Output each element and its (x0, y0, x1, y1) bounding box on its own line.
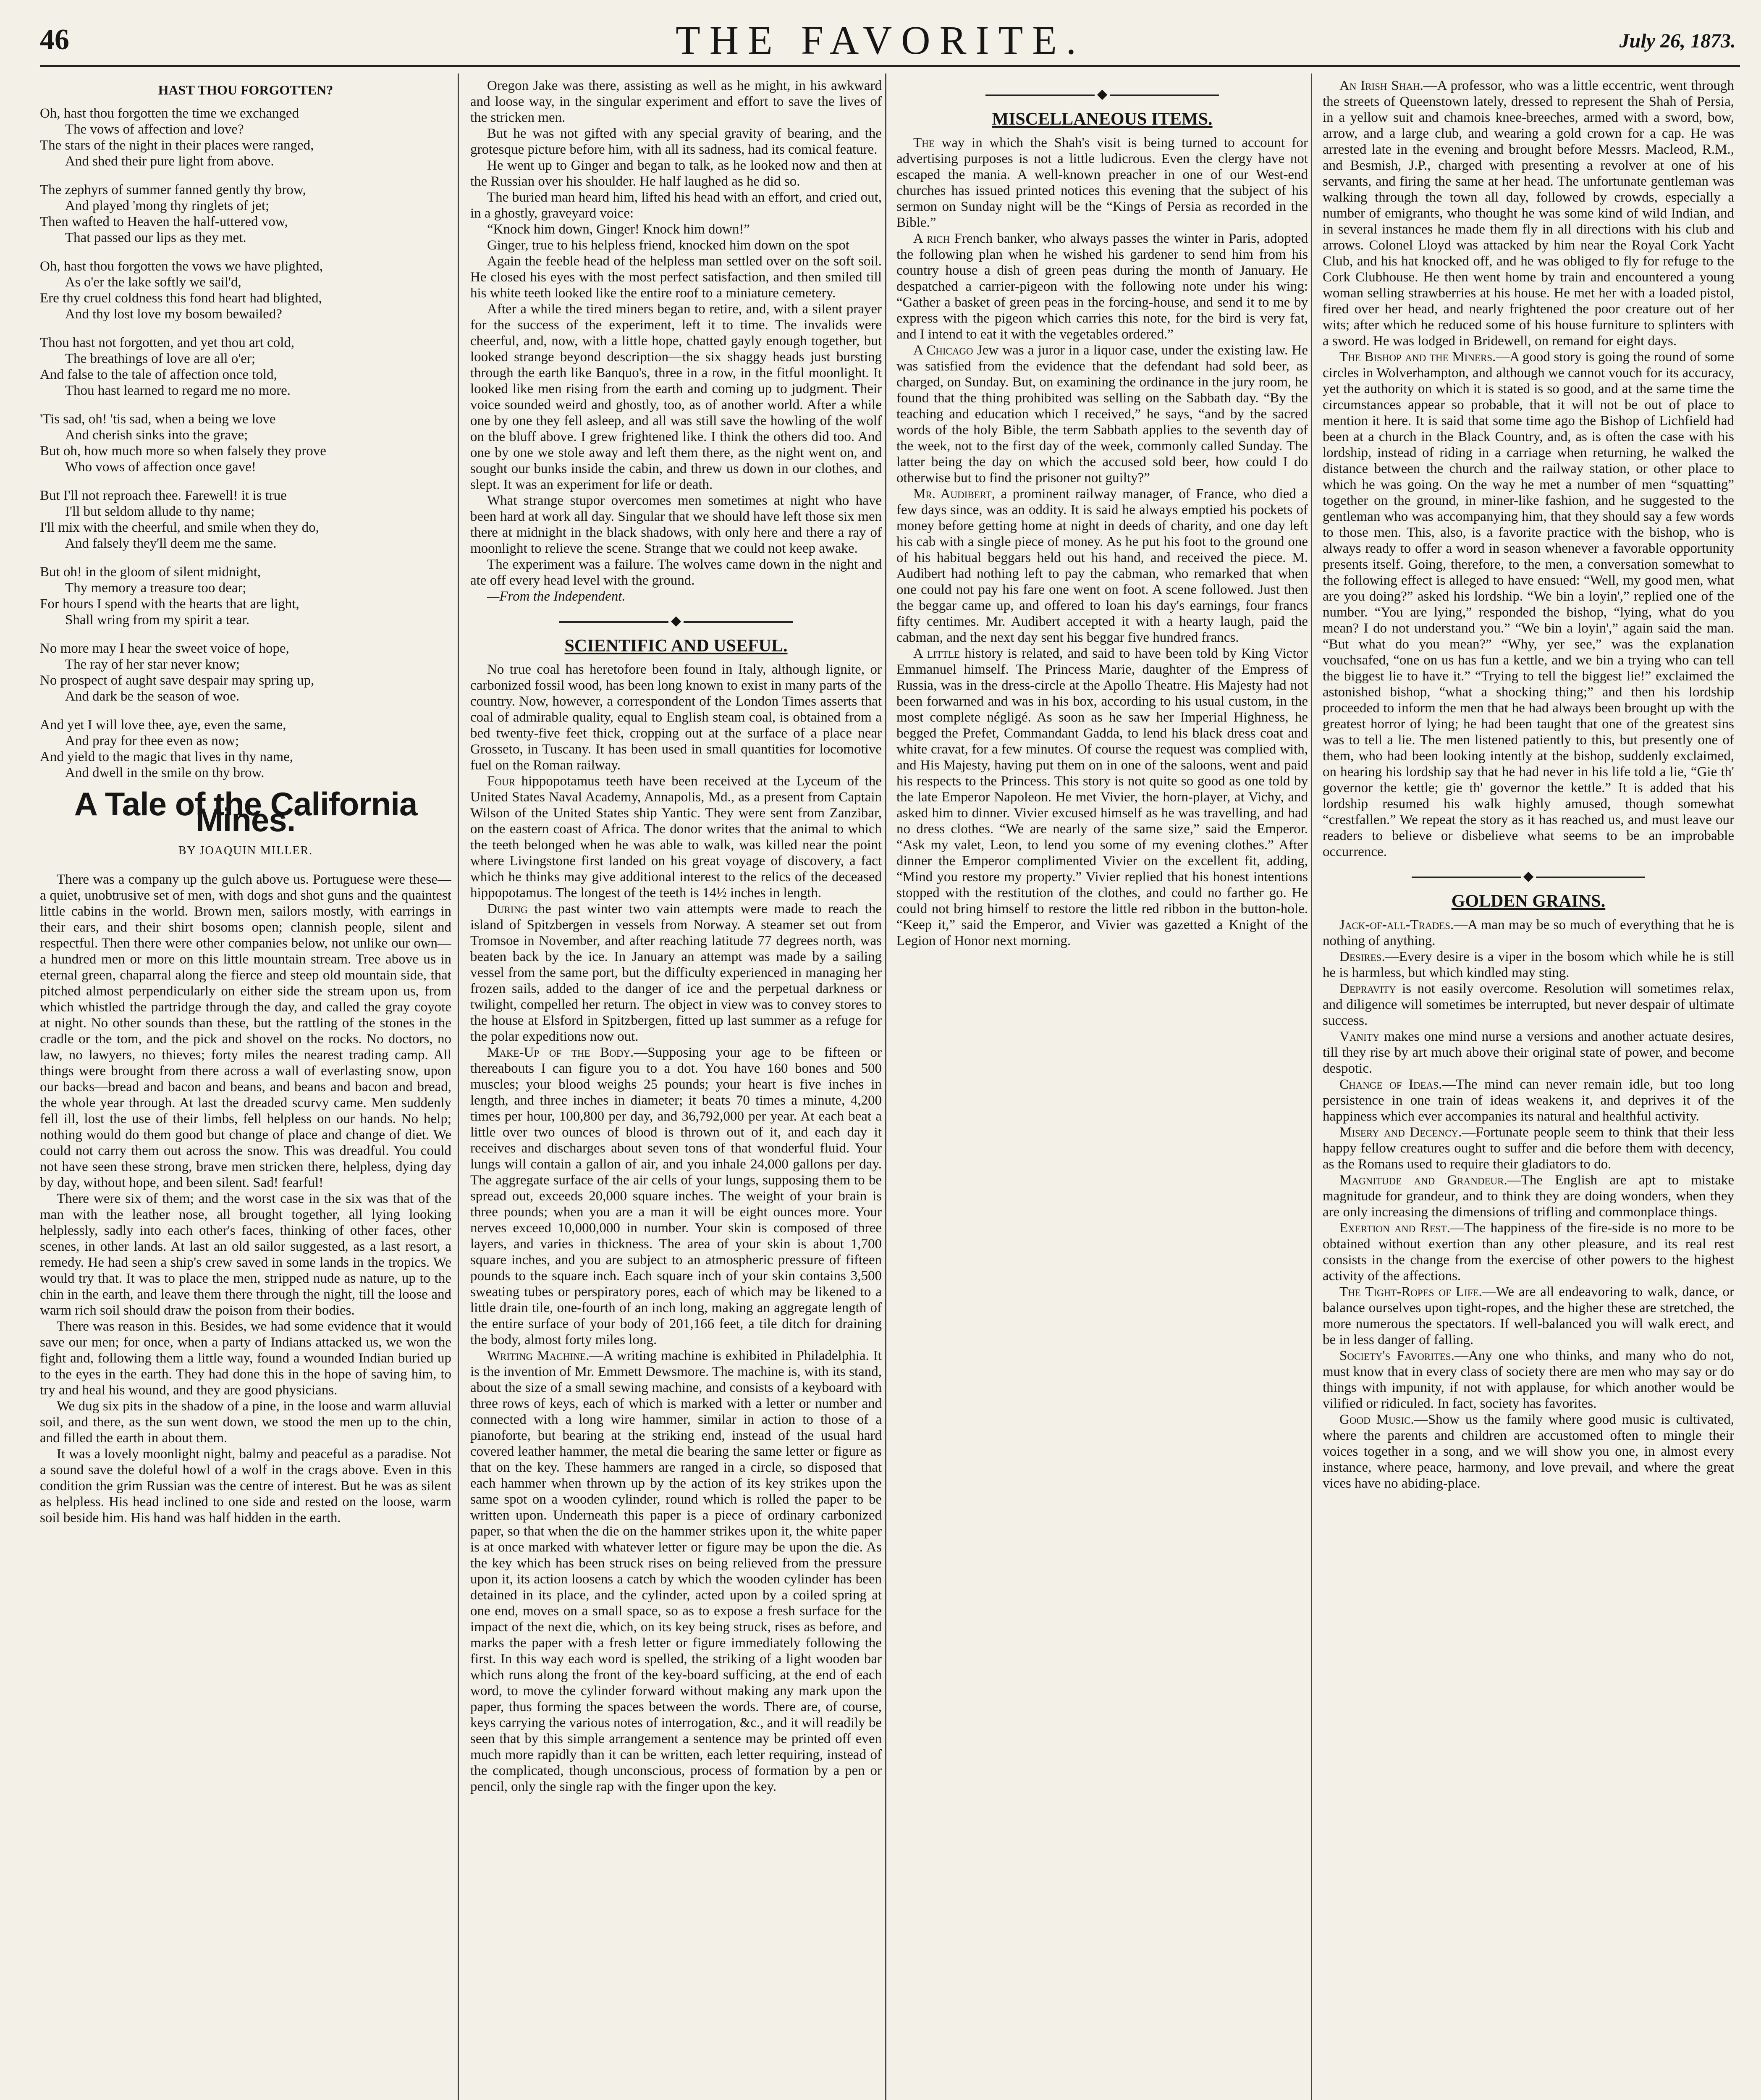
misc-paragraph (896, 342, 1308, 486)
grains-text: —The happiness of the fire-side is no more to be obtained without exertion than any other pleasure, and its real rest consists in the change from the exercise of other powers to the highest activity of the affections. (1323, 1221, 1734, 1284)
poem-line: And yet I will love thee, aye, even the same, (40, 717, 286, 732)
poem-line: Shall wring from my spirit a tear. (65, 612, 250, 627)
misc-paragraph (896, 646, 1308, 949)
poem-line: And pray for thee even as now; (65, 733, 239, 748)
poem-line: The breathings of love are all o'er; (65, 351, 256, 366)
scientific-paragraph (470, 1348, 882, 1795)
scientific-items (470, 662, 882, 1795)
grains-lead: Exertion and Rest. (1339, 1221, 1450, 1236)
grains-paragraph (1323, 1220, 1734, 1284)
tale-paragraph: Ginger, true to his helpless friend, knocked him down on the spot (487, 238, 849, 253)
grains-paragraph (1323, 917, 1734, 949)
tale-paragraph: Oregon Jake was there, assisting as well as he might, in his awkward and loose way, in the singular experiment and effort to save the lives of the stricken men. (470, 78, 882, 125)
tale-paragraph: There were six of them; and the worst case in the six was that of the man with the leather nose, all brought together, all lying looking helplessly, sadly into each other's faces, thinking of other faces, other scenes, in other lands. At last an old sailor suggested, as a last resort, a remedy. He had seen a ship's crew saved in some lands in the tropics. We would try that. It was to place the men, stripped nude as nature, up to the chin in the earth, and leave them there through the night, till the loose and warm rich soil should draw the poison from their bodies. (40, 1191, 451, 1318)
scientific-lead: During (487, 901, 528, 916)
poem-line: No more may I hear the sweet voice of hope, (40, 641, 289, 656)
misc-lead: A Chicago (913, 343, 973, 358)
poem-line: But oh, how much more so when falsely they prove (40, 444, 326, 459)
poem-line: And thy lost love my bosom bewailed? (65, 307, 282, 322)
misc-text: Jew was a juror in a liquor case, under the existing law. He was satisfied from the evidence that the defendant had sold beer, as charged, on Sunday. But, on examining the ordinance in the jury room, he found that the thing prohibited was selling on the Sabbath day. “By the teaching and education which I received,” he says, “and by the sacred words of the holy Bible, the term Sabbath applies to the seventh day of the week, not to the first day of the week, commonly called Sunday. The latter being the day on which the accused sold beer, how could I do otherwise but to find the prisoner not guilty?” (896, 343, 1308, 486)
tale-paragraph: The experiment was a failure. The wolves came down in the night and ate off every head level with the ground. (470, 557, 882, 588)
tale-paragraph: It was a lovely moonlight night, balmy and peaceful as a paradise. Not a sound save the doleful howl of a wolf in the crags above. Even in this condition the grim Russian was the centre of interest. But he was as silent as helpless. His head inclined to one side and rested on the loose, warm soil beside him. His hand was half hidden in the earth. (40, 1446, 451, 1525)
scientific-paragraph (470, 1045, 882, 1348)
grains-lead: Jack-of-all-Trades. (1339, 917, 1454, 932)
poem-line: And false to the tale of affection once told, (40, 367, 277, 382)
grains-text: makes one mind nurse a versions and another actuate desires, till they rise by art much above their original state of power, and become despotic. (1323, 1029, 1734, 1076)
grains-lead: Desires. (1339, 949, 1385, 964)
masthead: THE FAVORITE. (676, 18, 1085, 63)
misc-lead: Mr. Audibert, (913, 486, 995, 501)
poem-line: And dark be the season of woe. (65, 689, 240, 704)
grains-lead: Vanity (1339, 1029, 1380, 1044)
poem-line: As o'er the lake softly we sail'd, (65, 275, 241, 290)
scientific-paragraph (470, 773, 882, 901)
misc-lead: A little (913, 646, 960, 661)
grains-text: —The English are apt to mistake magnitude for grandeur, and to think they are doing wonders, when they are only increasing the dimensions of trifling and commonplace things. (1323, 1173, 1734, 1220)
grains-text: —Fortunate people seem to think that their less happy fellow creatures ought to suffer and die before them with decency, as the Romans used to require their gladiators to do. (1323, 1125, 1734, 1172)
poem-line: The ray of her star never know; (65, 657, 240, 672)
poem-stanza (40, 105, 451, 169)
section-divider: ◆ (1323, 869, 1734, 882)
poem-line: I'll mix with the cheerful, and smile when they do, (40, 520, 319, 535)
poem-line: That passed our lips as they met. (65, 230, 246, 245)
misc-lead: The (913, 135, 935, 150)
grains-paragraph (1323, 1284, 1734, 1348)
column-1 (40, 78, 451, 2100)
poem-line: And yield to the magic that lives in thy name, (40, 749, 294, 764)
page-number: 46 (40, 24, 69, 56)
poem-line: Thou hast not forgotten, and yet thou art cold, (40, 335, 295, 350)
column-4 (1323, 78, 1734, 2100)
tale-paragraph: There was reason in this. Besides, we had some evidence that it would save our men; for once, when a party of Indians attacked us, we won the fight and, following them a little way, found a wounded Indian buried up to the eyes in the earth. They had done this in the hope of saving him, to try and heal his wound, and they are good physicians. (40, 1319, 451, 1398)
grains-text: —Every desire is a viper in the bosom which while he is still he is harmless, but which kindled may sting. (1323, 949, 1734, 980)
poem-line: And dwell in the smile on thy brow. (65, 765, 265, 780)
scientific-lead: Four (487, 774, 515, 789)
grains-text: —Any one who thinks, and many who do not, must know that in every class of society there are men who may say or do things with impunity, if not with applause, for which another would be vilified or ridiculed. In fact, society has favorites. (1323, 1348, 1734, 1411)
poem-line: And shed their pure light from above. (65, 154, 274, 169)
grains-paragraph (1323, 981, 1734, 1029)
page-header (0, 0, 1761, 63)
poem-stanza (40, 564, 451, 628)
scientific-text: hippopotamus teeth have been received at the Lyceum of the United States Naval Academy, Annapolis, Md., as a present from Captain Wilson of the United States ship Yantic. They were sent from Zanzibar, on the eastern coast of Africa. The donor writes that the animal to which the teeth belonged when he was able to walk, was killed near the point where Livingstone first landed on his great voyage of discovery, a fact which he thinks may give additional interest to the relics of the deceased hippopotamus. The longest of the teeth is 14½ inches in length. (470, 774, 882, 900)
grains-lead: Magnitude and Grandeur. (1339, 1173, 1507, 1188)
column-rule (885, 74, 886, 2100)
misc-paragraph (896, 486, 1308, 646)
section-title-misc: MISCELLANEOUS ITEMS. (992, 110, 1213, 129)
section-divider: ◆ (470, 614, 882, 627)
misc-text: French banker, who always passes the winter in Paris, adopted the following plan when he wished his gardener to send him from his country house a dish of green peas during the month of January. He despatched a carrier-pigeon with the following note under his wing: “Gather a basket of green peas in the forcing-house, and send it to me by express with the pigeon which carries this note, for the bird is very fat, and I intend to eat it with the vegetables ordered.” (896, 231, 1308, 342)
scientific-text: the past winter two vain attempts were made to reach the island of Spitzbergen in vessels from Norway. A steamer set out from Tromsoe in November, and after reaching latitude 77 degrees north, was beaten back by the ice. In January an attempt was made by a sailing vessel from the same port, but the difficulty experienced in managing her frozen sails, added to the danger of ice and the perpetual darkness or twilight, compelled her return. The object in view was to convey stores to the house at Elsford in Spitzbergen, fitted up last summer as a refuge for the polar expeditions now out. (470, 901, 882, 1044)
section-title-grains: GOLDEN GRAINS. (1451, 892, 1606, 911)
tale-title: A Tale of the California Mines. (74, 785, 417, 838)
header-rule (40, 65, 1740, 67)
poem-stanza (40, 411, 451, 475)
poem-body (40, 105, 451, 781)
misc-text: history is related, and said to have been told by King Victor Emmanuel himself. The Princess Marie, daughter of the Empress of Russia, was in the dress-circle at the Apollo Theatre. His Majesty had not been forwarned and was in his box, according to his usual custom, in the most complete négligé. As soon as he saw her Imperial Highness, he begged the Prefet, Commandant Gadda, to lend his black dress coat and white cravat, for a few minutes. Of course the request was complied with, and His Majesty, having put them on in one of the saloons, went and paid his respects to the Princess. This story is not quite so good as one told by the late Emperor Napoleon. He met Vivier, the horn-player, at Vichy, and asked him to dinner. Vivier excused himself as he was travelling, and had no dress clothes. “We are nearly of the same size,” said the Emperor. “Ask my valet, Leon, to lend you some of my evening clothes.” After dinner the Emperor complimented Vivier on the excellent fit, adding, “Mind you restore my property.” Vivier replied that his honest intentions stopped with the restitution of the clothes, and could no farther go. He could not bring himself to restore the little red ribbon in the button-hole. “Keep it,” said the Emperor, and Vivier was gazetted a Knight of the Legion of Honor next morning. (896, 646, 1308, 948)
tale-paragraph: He went up to Ginger and began to talk, as he looked now and then at the Russian over his shoulder. He half laughed as he did so. (470, 158, 882, 189)
tale-byline: BY JOAQUIN MILLER. (178, 844, 313, 857)
grains-lead: The Tight-Ropes of Life. (1339, 1284, 1482, 1299)
poem-line: Who vows of affection once gave! (65, 459, 256, 475)
tale-paragraph: Again the feeble head of the helpless man settled over on the soft soil. He closed his eyes with the most perfect satisfaction, and then smiled till his white teeth looked like the entire roof to a miniature cemetery. (470, 254, 882, 301)
grains-paragraph (1323, 1124, 1734, 1172)
poem-line: For hours I spend with the hearts that are light, (40, 596, 299, 612)
misc-lead: An Irish Shah. (1339, 78, 1423, 93)
misc-lead: The Bishop and the Miners. (1339, 349, 1496, 365)
poem-line: Thou hast learned to regard me no more. (65, 383, 291, 398)
grains-text: —Show us the family where good music is cultivated, where the parents and children are accustomed often to mingle their voices together in a song, and we will show you one, in almost every instance, where peace, harmony, and love prevail, and where the great vices have no abiding-place. (1323, 1412, 1734, 1491)
tale-source: —From the Independent. (487, 589, 626, 604)
grains-lead: Society's Favorites. (1339, 1348, 1454, 1363)
tale-paragraph: After a while the tired miners began to retire, and, with a silent prayer for the success of the experiment, left it to time. The invalids were cheerful, and, now, with a little hope, chatted gayly enough together, but looked strange beyond description—the six shaggy heads just bursting through the earth like Banquo's, three in a row, in the fitful moonlight. It looked like men rising from the earth and coming up to judgment. Their voice sounded weird and ghostly, too, as of another world. After a while one by one they fell asleep, and all was still save the howling of the wolf on the bluff above. I grew frightened like. I think the others did too. And one by one we stole away and left them there, as the night went on, and sought our bunks inside the cabin, and threw us down in our clothes, and slept. It was an experiment for life or death. (470, 302, 882, 492)
scientific-lead: Make-Up of the Body. (487, 1045, 634, 1060)
grains-paragraph (1323, 1348, 1734, 1412)
scientific-text: —Supposing your age to be fifteen or thereabouts I can figure you to a dot. You have 160 bones and 500 muscles; your blood weighs 25 pounds; your heart is five inches in length, and three inches in diameter; it beats 70 times a minute, 4,200 times per hour, 100,800 per day, and 36,792,000 per year. At each beat a little over two ounces of blood is thrown out of it, and each day it receives and discharges about seven tons of that wonderful fluid. Your lungs will contain a gallon of air, and you inhale 24,000 gallons per day. The aggregate surface of the air cells of your lungs, supposing them to be spread out, exceeds 20,000 square inches. The weight of your brain is three pounds; when you are a man it will be eight ounces more. Your nerves exceed 10,000,000 in number. Your skin is composed of three layers, and varies in thickness. The area of your skin is about 1,700 square inches, and you are subject to an atmospheric pressure of fifteen pounds to the square inch. Each square inch of your skin contains 3,500 sweating tubes or perspiratory pores, each of which may be likened to a little drain tile, one-fourth of an inch long, making an aggregate length of the entire surface of your body of 201,166 feet, a tile ditch for draining the body, almost forty miles long. (470, 1045, 882, 1347)
column-rule (1311, 74, 1312, 2100)
grains-lead: Depravity (1339, 981, 1396, 996)
section-title-scientific: SCIENTIFIC AND USEFUL. (564, 636, 788, 656)
column-2 (470, 78, 882, 2100)
poem-line: Ere thy cruel coldness this fond heart had blighted, (40, 291, 322, 306)
tale-paragraph: We dug six pits in the shadow of a pine, in the loose and warm alluvial soil, and there, as the sun went down, we stood the men up to the chin, and filled the earth in about them. (40, 1399, 451, 1446)
poem-line: No prospect of aught save despair may spring up, (40, 673, 314, 688)
poem-line: 'Tis sad, oh! 'tis sad, when a being we love (40, 412, 276, 427)
poem-line: Oh, hast thou forgotten the vows we have plighted, (40, 259, 323, 274)
misc-text: a prominent railway manager, of France, who died a few days since, was an oddity. It is said he always emptied his pockets of money before getting home at night in deeds of charity, and one day left his cab with a single piece of money. As he put his foot to the ground one of his habitual beggars held out his hand, and received the piece. M. Audibert had nothing left to pay the cabman, who remarked that when one could not pay his fare one went on foot. A scene followed. Just then the beggar came up, and offered to loan his day's earnings, four francs fifty centimes. Mr. Audibert accepted it with a hearty laugh, paid the cabman, and the next day sent his beggar five hundred francs. (896, 486, 1308, 645)
misc-paragraph (1323, 78, 1734, 349)
scientific-text: —A writing machine is exhibited in Philadelphia. It is the invention of Mr. Emmett Dewsmore. The machine is, with its stand, about the size of a small sewing machine, and consists of a keyboard with three rows of keys, each of which is marked with a letter or number and connected with a long wire hammer, similar in action to those of a pianoforte, but bearing at the striking end, instead of the usual hard covered leather hammer, the metal die bearing the same letter or figure as that on the key. These hammers are ranged in a circle, so disposed that each hammer when thrown up by the action of its key strikes upon the same spot on a wooden cylinder, round which is rolled the paper to be written upon. Underneath this paper is a piece of ordinary carbonized paper, so that when the die on the hammer strikes upon it, the white paper is at once marked with whatever letter or figure may be upon the die. As the key which has been struck rises on being relieved from the pressure upon it, its action loosens a catch by which the wooden cylinder has been detained in its place, and the cylinder, acted upon by a coiled spring at one end, moves on a small space, so as to expose a fresh surface for the impact of the next die, which, on its key being struck, rises as before, and marks the paper with a fresh letter or figure immediately following the first. In this way each word is spelled, the striking of a light wooden bar which runs along the front of the key-board sufficing, at the end of each word, to move the cylinder forward without making any mark upon the paper, thus forming the spaces between the words. There are, of course, keys carrying the various notes of interrogation, &c., and it will readily be seen that by this simple arrangement a sentence may be printed off even much more rapidly than it can be written, each letter requiring, instead of the complicated, though unconscious, process of formation by a pen or pencil, only the single rap with the finger upon the key. (470, 1348, 882, 1794)
misc-text: —A professor, who was a little eccentric, went through the streets of Queenstown lately, dressed to represent the Shah of Persia, in a yellow suit and chamois knee-breeches, armed with a sword, bow, arrow, and a large club, and wearing a gold crown for a cap. He was arrested late in the evening and brought before Messrs. Macleod, R.M., and Besmish, J.P., charged with presenting a revolver at one of his servants, and firing the same at her head. The unfortunate gentleman was walking through the town all day, followed by crowds, especially a number of emigrants, who thought he was some kind of wild Indian, and in several instances he made them fly in all directions with his club and arrows. Colonel Lloyd was attacked by him near the Royal Cork Yacht Club, and his hat knocked off, and he was obliged to fly for refuge to the Cork Clubhouse. He then went home by train and encountered a young woman selling strawberries at his house. He met her with a loaded pistol, fired over her head, and nearly frightened the poor creature out of her wits; after which he reduced some of his house furniture to splinters with a sword. He was lodged in Bridewell, on remand for eight days. (1323, 78, 1734, 349)
poem-stanza (40, 640, 451, 704)
tale-paragraph: “Knock him down, Ginger! Knock him down!” (487, 222, 750, 237)
poem-stanza (40, 717, 451, 781)
poem-stanza (40, 182, 451, 246)
poem-stanza (40, 488, 451, 551)
poem-line: Then wafted to Heaven the half-uttered vow, (40, 214, 288, 229)
misc-paragraph (896, 135, 1308, 231)
grains-text: —The mind can never remain idle, but too long persistence in one train of ideas weakens it, and deprives it of the happiness which ever accompanies its natural and healthful activity. (1323, 1077, 1734, 1124)
tale-paragraph: What strange stupor overcomes men sometimes at night who have been hard at work all day. Singular that we should have left those six men there at midnight in the black shadows, with only here and there a ray of moonlight to relieve the scene. Strange that we could not keep awake. (470, 493, 882, 556)
grains-lead: Good Music. (1339, 1412, 1414, 1427)
poem-line: And played 'mong thy ringlets of jet; (65, 198, 270, 213)
misc-lead: A rich (913, 231, 950, 246)
misc-text: —A good story is going the round of some circles in Wolverhampton, and although we cannot vouch for its accuracy, yet the authority on which it is stated is so good, and at the same time the circumstances appear so probable, that it will not be out of place to mention it here. It is said that some time ago the Bishop of Lichfield had been at a church in the Black Country, and, as is often the case with his lordship, instead of riding in a carriage when returning, he walked the distance between the church and the railway station, or other place to which he was going. On the way he met a number of men “squatting” together on the ground, in miner-like fashion, and he suggested to the gentleman who was accompanying him, that they should say a few words to those men. This, also, is a favorite practice with the bishop, who is always ready to offer a word in season whenever a favorable opportunity presents itself. Going, therefore, to the men, a conversation somewhat to the following effect is alleged to have ensued: “Well, my good men, what are you doing?” asked his lordship. “We bin a loyin',” replied one of the number. “You are lying,” responded the bishop, “lying, what do you mean? I do not understand you.” “We bin a loyin',” again said the man. “But what do you mean?” “Why, yer see,” was the explanation vouchsafed, “one on us has fun a kettle, and we bin a trying who can tell the biggest lie to have it.” “Trying to tell the biggest lie!” exclaimed the astonished bishop, “what a shocking thing;” and then his lordship proceeded to inform the men that he had always been brought up with the greatest horror of lying; he had been taught that one of the greatest sins was to tell a lie. The men listened patiently to this, but presently one of them, who had been looking intently at the bishop, suddenly exclaimed, on hearing his lordship say that he had never in his life told a lie, “Gie th' governor the kettle; gie th' governor the kettle.” It is added that his lordship resumed his walk highly amused, though somewhat “crestfallen.” We repeat the story as it has reached us, and must leave our readers to believe or disbelieve what seems to be an improbable occurrence. (1323, 349, 1734, 859)
misc-text: way in which the Shah's visit is being turned to account for advertising purposes is not a little ludicrous. Even the clergy have not escaped the mania. A well-known preacher in one of our West-end churches has issued printed notices this evening that the subject of his sermon on Sunday night will be the “Kings of Persia as recorded in the Bible.” (896, 135, 1308, 230)
scientific-paragraph (470, 662, 882, 773)
grains-paragraph (1323, 1172, 1734, 1220)
grains-lead: Change of Ideas. (1339, 1077, 1442, 1092)
grains-paragraph (1323, 1412, 1734, 1491)
poem-stanza (40, 258, 451, 322)
misc-paragraph (896, 231, 1308, 342)
poem-line: The stars of the night in their places were ranged, (40, 138, 314, 153)
grains-paragraph (1323, 1029, 1734, 1076)
tale-text (40, 872, 451, 1526)
grains-text: is not easily overcome. Resolution will sometimes relax, and diligence will sometimes be interrupted, but never despair of ultimate success. (1323, 981, 1734, 1028)
misc-items-continued (1323, 78, 1734, 860)
poem-title: HAST THOU FORGOTTEN? (158, 82, 333, 97)
grains-paragraph (1323, 1076, 1734, 1124)
golden-grains-items (1323, 917, 1734, 1491)
misc-paragraph (1323, 349, 1734, 860)
scientific-lead: Writing Machine. (487, 1348, 590, 1363)
poem-line: The zephyrs of summer fanned gently thy brow, (40, 182, 306, 197)
misc-items (896, 135, 1308, 949)
poem-line: And falsely they'll deem me the same. (65, 536, 277, 551)
grains-text: —A man may be so much of everything that he is nothing of anything. (1323, 917, 1734, 948)
tale-paragraph: There was a company up the gulch above us. Portuguese were these—a quiet, unobtrusive set of men, with dogs and shot guns and the quaintest little cabins in the world. Brown men, sailors mostly, with earrings in their ears, and their shirt bosoms open; clannish people, silent and respectful. Then there were other companies below, not unlike our own—a hundred men or more on this little mountain stream. Tree above us in eternal green, chaparral along the fierce and steep old mountain side, that pitched almost perpendicularly on either side the stream upon us, from which whistled the partridge through the day, and called the gray coyote at night. No other sounds than these, but the rattling of the stones in the cradle or the tom, and the pick and shovel on the rocks. No doctors, no law, no lawyers, no thieves; forty miles the nearest trading camp. All things were brought from there across a wall of everlasting snow, upon our backs—bread and bacon and beans, and beans and bacon and bread, the whole year through. At last the dreaded scurvy came. Men suddenly fell ill, lost the use of their limbs, fell helpless on our hands. No help; nothing would do them good but change of place and change of diet. We could not carry them out across the snow. This was dreadful. You could not have seen these strong, brave men stricken there, helpless, dying day by day, without hope, and been silent. Sad! fearful! (40, 872, 451, 1190)
poem-stanza (40, 335, 451, 399)
column-rule (458, 74, 459, 2100)
poem-line: And cherish sinks into the grave; (65, 428, 248, 443)
scientific-text: No true coal has heretofore been found in Italy, although lignite, or carbonized fossil wood, has been long known to exist in many parts of the country. Now, however, a correspondent of the London Times asserts that coal of admirable quality, equal to English steam coal, is obtained from a bed twenty-five feet thick, cropping out at the surface of a place near Grosseto, in Tuscany. It has been used in small quantities for locomotive fuel on the Roman railway. (470, 662, 882, 773)
poem-line: Thy memory a treasure too dear; (65, 580, 246, 596)
section-divider: ◆ (896, 87, 1308, 100)
poem-line: I'll but seldom allude to thy name; (65, 504, 255, 519)
tale-paragraph: But he was not gifted with any special gravity of bearing, and the grotesque picture before him, with all its sadness, had its comical feature. (470, 126, 882, 157)
grains-lead: Misery and Decency. (1339, 1125, 1462, 1140)
grains-text: —We are all endeavoring to walk, dance, or balance ourselves upon tight-ropes, and the higher these are stretched, the more numerous the spectators. If well-balanced you will walk erect, and be in less danger of falling. (1323, 1284, 1734, 1347)
poem-line: Oh, hast thou forgotten the time we exchanged (40, 106, 299, 121)
poem-line: But oh! in the gloom of silent midnight, (40, 564, 261, 580)
column-3 (896, 78, 1308, 2100)
tale-text-continued (470, 78, 882, 604)
scientific-paragraph (470, 901, 882, 1045)
tale-paragraph: The buried man heard him, lifted his head with an effort, and cried out, in a ghostly, graveyard voice: (470, 190, 882, 221)
poem-line: But I'll not reproach thee. Farewell! it is true (40, 488, 287, 503)
issue-date: July 26, 1873. (1619, 30, 1736, 52)
grains-paragraph (1323, 949, 1734, 981)
poem-line: The vows of affection and love? (65, 122, 244, 137)
